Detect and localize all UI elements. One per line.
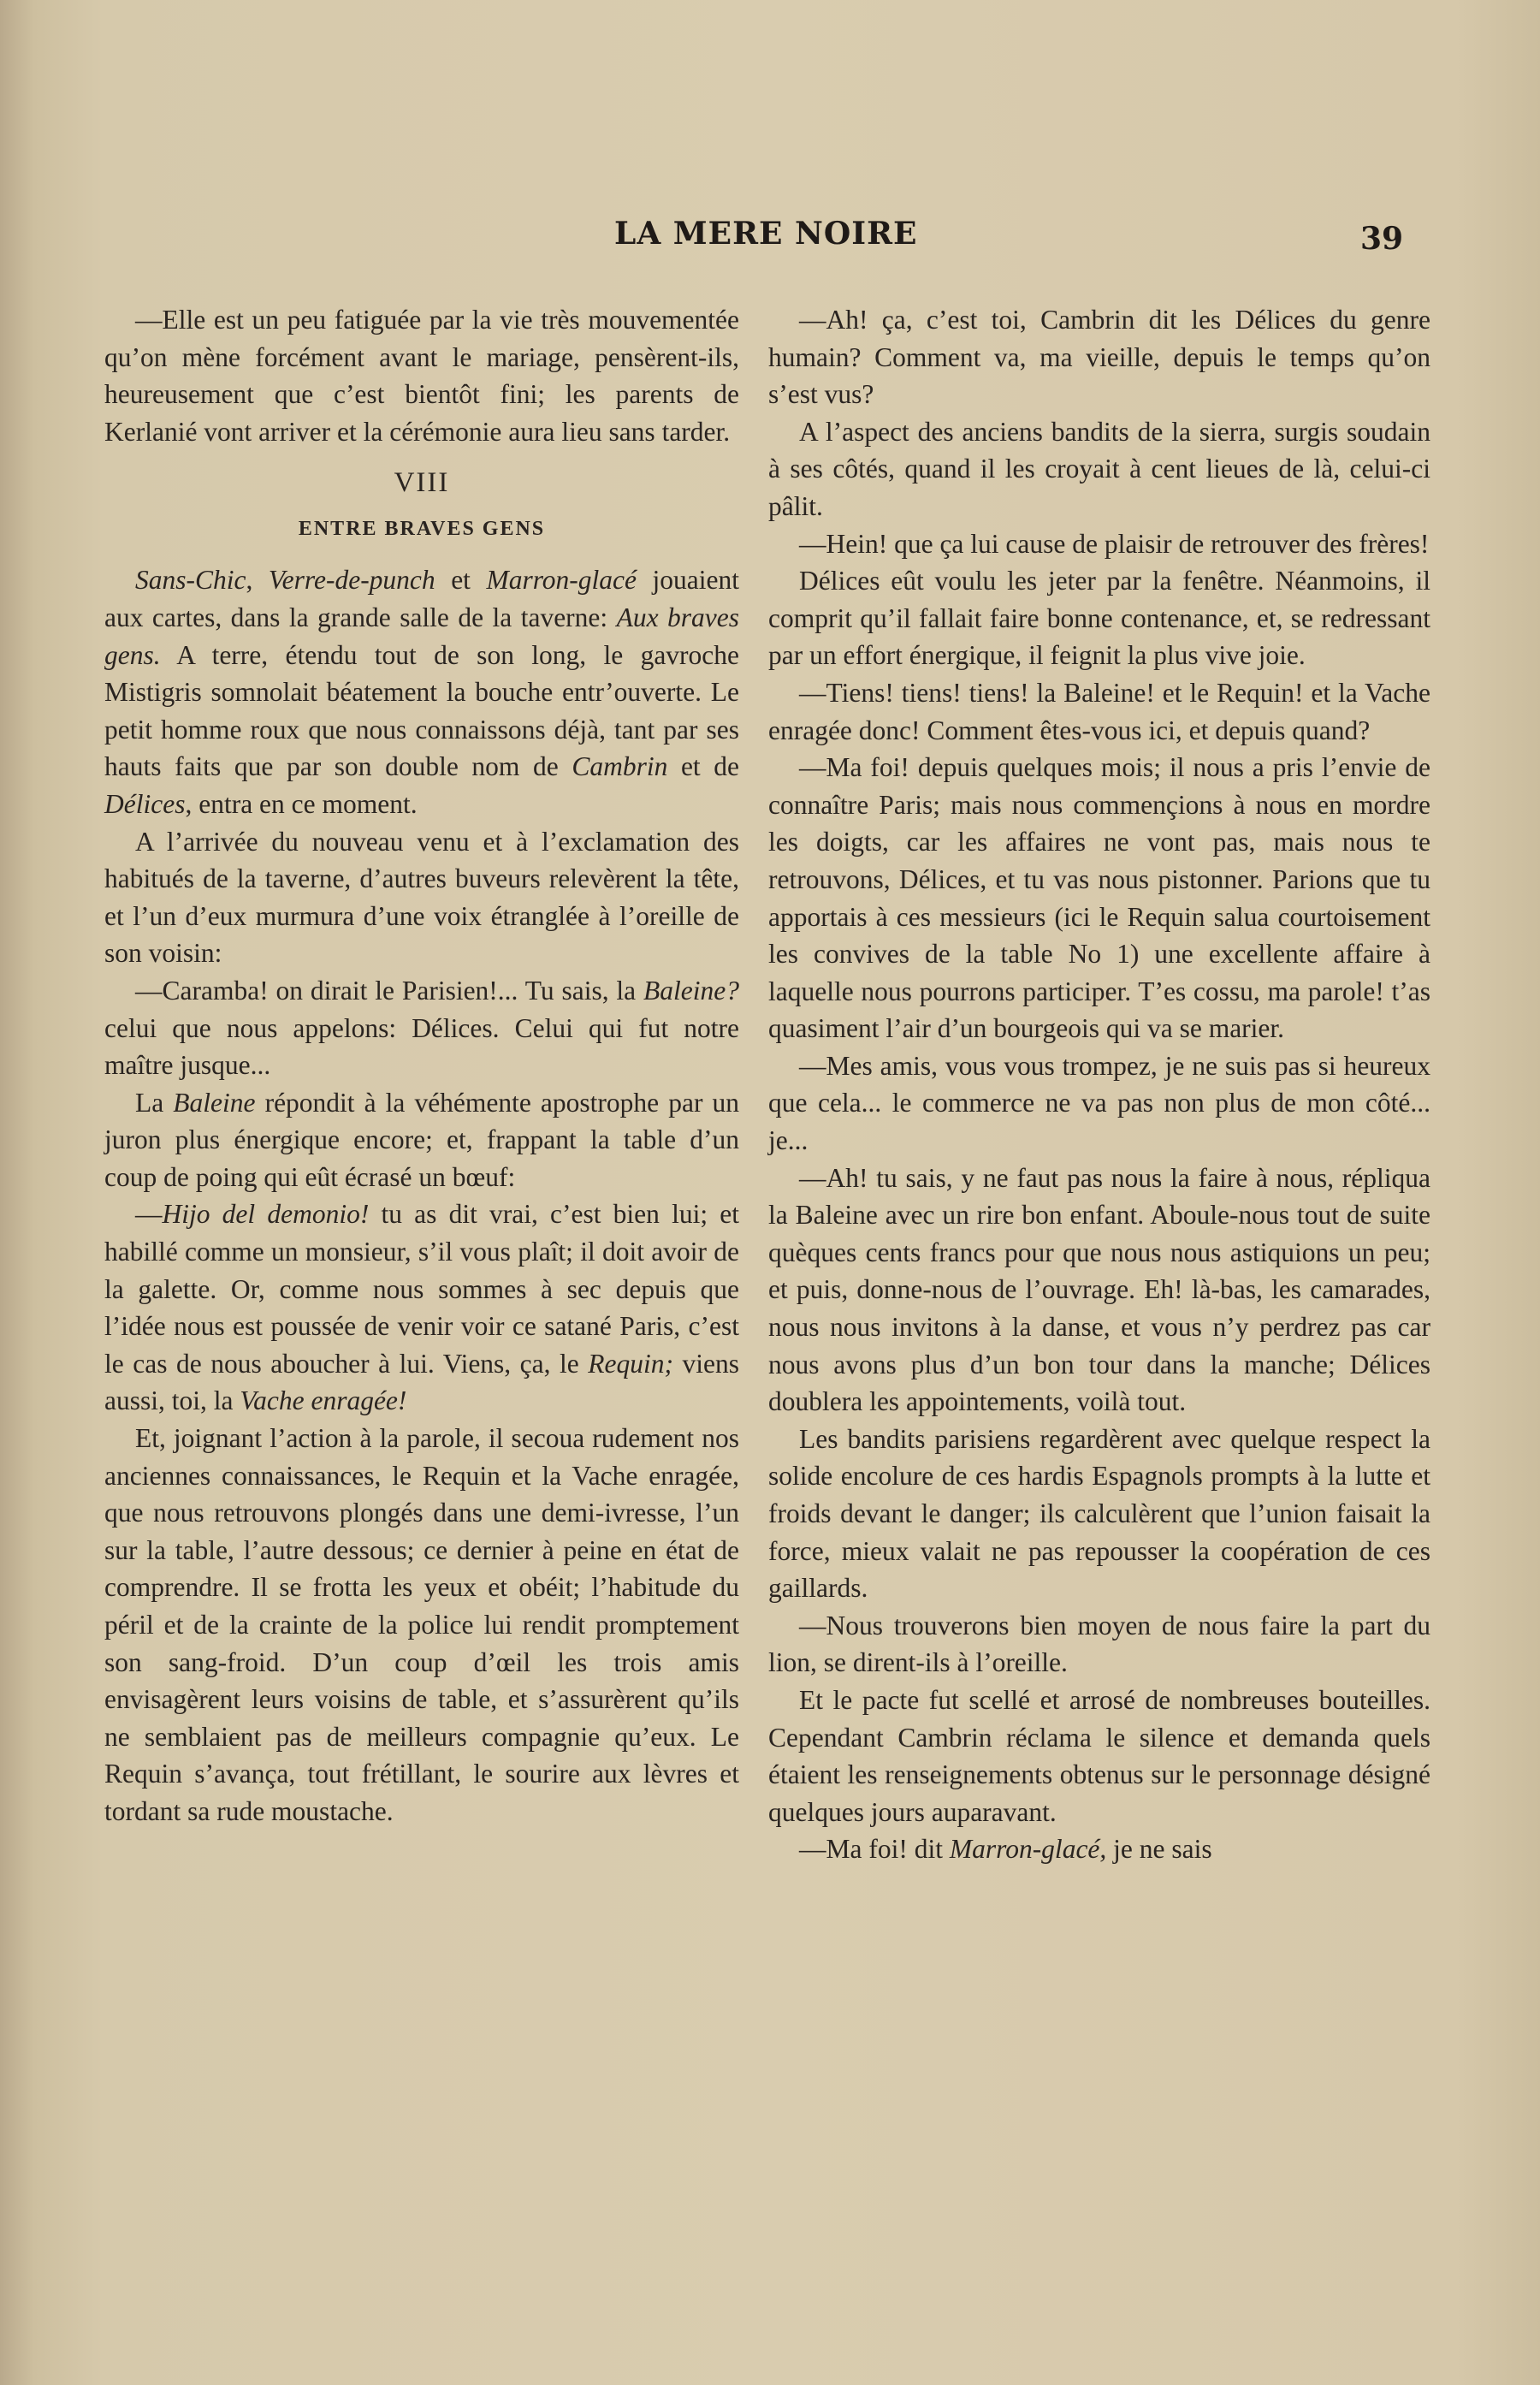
italic-name: Baleine? xyxy=(643,975,739,1006)
text-run: répondit à la véhémente apostrophe par un juron plus énergique encore; et, frappant la table d’un coup de poing qui eût écrasé un bœuf: xyxy=(104,1087,739,1192)
text-run: je ne sais xyxy=(1106,1834,1212,1865)
text-run: , xyxy=(246,565,269,596)
paragraph: A l’arrivée du nouveau venu et à l’exclamation des habitués de la taverne, d’autres buveurs relevèrent la tête, et l’un d’eux murmura d’une voix étranglée à l’oreille de son voisin: xyxy=(104,826,739,969)
paragraph: —Ah! tu sais, y ne faut pas nous la faire à nous, répliqua la Baleine avec un rire bon enfant. Aboule-nous tout de suite quèques cents francs pour que nous nous astiquions un peu; et puis, donne-nous de l’ouvrage. Eh! là-bas, les camarades, nous nous invitons à la danse, et vous n’y perdrez pas car nous avons plus d’un bon tour dans la manche; Délices doublera les appointements, voilà tout. xyxy=(768,1162,1430,1417)
text-run: La xyxy=(135,1087,174,1118)
page-number: 39 xyxy=(1360,221,1404,257)
running-header xyxy=(0,216,1540,258)
paragraph xyxy=(104,1084,739,1196)
italic-name: Baleine xyxy=(173,1087,256,1118)
text-run: et de xyxy=(667,751,739,782)
italic-name: Sans-Chic xyxy=(135,565,246,596)
paragraph: —Mes amis, vous vous trompez, je ne suis pas si heureux que cela... le commerce ne va pas non plus de mon côté... je... xyxy=(768,1050,1430,1156)
paragraph xyxy=(104,1195,739,1420)
italic-name: Vache enragée! xyxy=(240,1385,407,1416)
text-run: tu as dit vrai, c’est bien lui; et habillé comme un monsieur, s’il vous plaît; il doit avoir de la galette. Or, comme nous sommes à sec depuis que l’idée nous est poussée de venir voir ce satané Paris, c’est le cas de nous aboucher à lui. Viens, ça, le xyxy=(104,1199,739,1379)
right-column xyxy=(768,301,1430,1868)
text-run: —Caramba! on dirait le Parisien!... Tu sais, la xyxy=(135,975,644,1006)
italic-name: Cambrin xyxy=(572,751,668,782)
paragraph: —Tiens! tiens! tiens! la Baleine! et le Requin! et la Vache enragée donc! Comment êtes-vous ici, et depuis quand? xyxy=(768,677,1430,745)
paragraph: Et, joignant l’action à la parole, il secoua rudement nos anciennes connaissances, le Requin et la Vache enragée, que nous retrouvons plongés dans une demi-ivresse, l’un sur la table, l’autre dessous; ce dernier à peine en état de comprendre. Il se frotta les yeux et obéit; l’habitude du péril et de la crainte de la police lui rendit promptement son sang-froid. D’un coup d’œil les trois amis envisagèrent leurs voisins de table, et s’assurèrent qu’ils ne semblaient pas de meilleurs compagnie qu’eux. Le Requin s’avança, tout frétillant, le sourire aux lèvres et tordant sa rude moustache. xyxy=(104,1423,739,1826)
text-run: celui que nous appelons: Délices. Celui qui fut notre maître jusque... xyxy=(104,1012,739,1081)
paragraph xyxy=(768,1830,1430,1868)
text-run: et xyxy=(435,565,487,596)
italic-name: Marron-glacé xyxy=(486,565,637,596)
running-title: LA MERE NOIRE xyxy=(614,216,918,252)
paragraph: —Elle est un peu fatiguée par la vie très mouvementée qu’on mène forcément avant le mariage, pensèrent-ils, heureusement que c’est bientôt fini; les parents de Kerlanié vont arriver et la cérémonie aura lieu sans tarder. xyxy=(104,305,739,447)
text-run: A terre, étendu tout de son long, le gavroche Mistigris somnolait béatement la bouche entr’ouverte. Le petit homme roux que nous connaissons déjà, tant par ses hauts faits que par son double nom de xyxy=(104,639,739,782)
italic-phrase: Hijo del demonio! xyxy=(162,1199,370,1230)
chapter-number: VIII xyxy=(394,467,450,499)
paragraph: —Ah! ça, c’est toi, Cambrin dit les Délices du genre humain? Comment va, ma vieille, depuis le temps qu’on s’est vus? xyxy=(768,305,1430,410)
chapter-title: ENTRE BRAVES GENS xyxy=(298,518,546,541)
paragraph: —Ma foi! depuis quelques mois; il nous a pris l’envie de connaître Paris; mais nous commençions à nous en mordre les doigts, car les affaires ne vont pas, mais nous te retrouvons, Délices, et tu vas nous pistonner. Parions que tu apportais à ces messieurs (ici le Requin salua courtoisement les convives de la table No 1) une excellente affaire à laquelle nous pourrons participer. T’es cossu, ma parole! t’as quasiment l’air d’un bourgeois qui va se marier. xyxy=(768,752,1430,1044)
italic-name: Aux braves gens. xyxy=(104,602,739,670)
paragraph: Délices eût voulu les jeter par la fenêtre. Néanmoins, il comprit qu’il fallait faire bonne contenance, et, se redressant par un effort énergique, il feignit la plus vive joie. xyxy=(768,566,1430,671)
text-run: — xyxy=(135,1199,163,1230)
paragraph: Et le pacte fut scellé et arrosé de nombreuses bouteilles. Cependant Cambrin réclama le silence et demanda quels étaient les renseignements obtenus sur le personnage désigné quelques jours auparavant. xyxy=(768,1684,1430,1827)
paragraph xyxy=(104,561,739,822)
paragraph xyxy=(104,972,739,1084)
left-column xyxy=(104,301,739,1830)
text-run: —Ma foi! dit xyxy=(799,1834,950,1865)
paragraph: —Hein! que ça lui cause de plaisir de retrouver des frères! xyxy=(799,528,1430,559)
italic-name: Verre-de-punch xyxy=(268,565,435,596)
italic-name: Marron-glacé, xyxy=(949,1834,1107,1865)
italic-name: Requin; xyxy=(588,1348,673,1379)
paragraph: Les bandits parisiens regardèrent avec quelque respect la solide encolure de ces hardis Espagnols prompts à la lutte et froids devant le danger; ils calculèrent que l’union faisait la force, mieux valait ne pas repousser la coopération de ces gaillards. xyxy=(768,1423,1430,1604)
text-run: jouaient aux cartes, dans la grande salle de la taverne: xyxy=(104,565,740,632)
paragraph: A l’aspect des anciens bandits de la sierra, surgis soudain à ses côtés, quand il les croyait à cent lieues de là, celui-ci pâlit. xyxy=(768,416,1430,521)
text-run: , entra en ce moment. xyxy=(185,788,418,819)
italic-name: Délices xyxy=(104,788,186,819)
text-run: viens aussi, toi, la xyxy=(104,1348,739,1416)
paragraph: —Nous trouverons bien moyen de nous faire la part du lion, se dirent-ils à l’oreille. xyxy=(768,1610,1430,1678)
